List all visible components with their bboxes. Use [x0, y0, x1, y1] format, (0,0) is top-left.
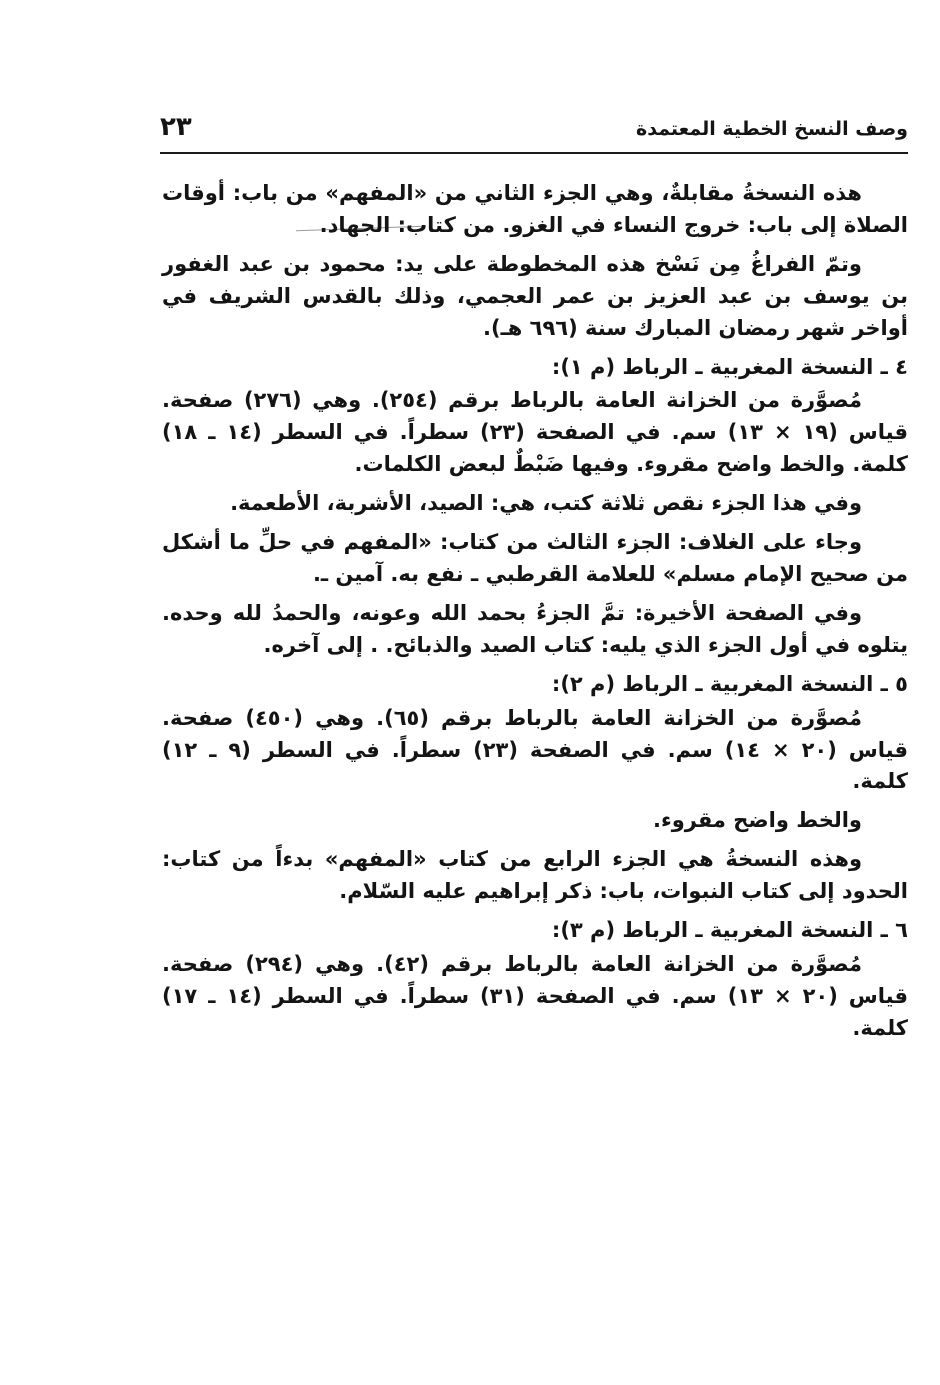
section-heading-m3: ٦ ـ النسخة المغربية ـ الرباط (م ٣): — [551, 918, 908, 943]
paragraph-m1-cover: وجاء على الغلاف: الجزء الثالث من كتاب: «المفهم في حلِّ ما أشكل من صحيح الإمام مسلم» للعلامة القرطبي ـ نفع به. آمين ـ. — [162, 530, 908, 586]
paragraph-m1-last-page: وفي الصفحة الأخيرة: تمَّ الجزءُ بحمد الله وعونه، والحمدُ لله وحده. يتلوه في أول الجزء الذي يليه: كتاب الصيد والذبائح. . إلى آخره. — [162, 600, 908, 657]
page-body — [162, 178, 908, 1052]
section-heading-m1: ٤ ـ النسخة المغربية ـ الرباط (م ١): — [551, 354, 908, 379]
page-number: ٢٣ — [160, 112, 192, 142]
paragraph-m1-description: مُصوَّرة من الخزانة العامة بالرباط برقم (٢٥٤). وهي (٢٧٦) صفحة. قياس (١٩ × ١٣) سم. في الصفحة (٢٣) سطراً. في السطر (١٤ ـ ١٨) كلمة. والخط واضح مقروء. وفيها ضَبْطٌ لبعض الكلمات. — [162, 388, 908, 477]
paragraph-m1-missing-books: وفي هذا الجزء نقص ثلاثة كتب، هي: الصيد، الأشربة، الأطعمة. — [230, 491, 862, 516]
paragraph-m2-description: مُصوَّرة من الخزانة العامة بالرباط برقم (٦٥). وهي (٤٥٠) صفحة. قياس (٢٠ × ١٤) سم. في الصفحة (٢٣) سطراً. في السطر (٩ ـ ١٢) كلمة. — [162, 705, 908, 794]
paragraph-manuscript-scope: هذه النسخةُ مقابلةٌ، وهي الجزء الثاني من «المفهم» من باب: أوقات الصلاة إلى باب: خروج النساء في الغزو. من كتاب: الجهاد. — [162, 181, 908, 237]
header-rule — [160, 152, 908, 154]
paragraph-colophon: وتمّ الفراغُ مِن نَسْخ هذه المخطوطة على يد: محمود بن عبد الغفور بن يوسف بن عبد العزيز بن عمر العجمي، وذلك بالقدس الشريف في أواخر شهر رمضان المبارك سنة (٦٩٦ هـ). — [162, 251, 908, 340]
paragraph-m2-scope: وهذه النسخةُ هي الجزء الرابع من كتاب «المفهم» بدءاً من كتاب: الحدود إلى كتاب النبوات، باب: ذكر إبراهيم عليه السّلام. — [162, 847, 908, 904]
paragraph-m3-description: مُصوَّرة من الخزانة العامة بالرباط برقم (٤٢). وهي (٢٩٤) صفحة. قياس (٢٠ × ١٣) سم. في الصفحة (٣١) سطراً. في السطر (١٤ ـ ١٧) كلمة. — [162, 951, 908, 1040]
running-header-title: وصف النسخ الخطية المعتمدة — [636, 118, 908, 140]
running-header — [160, 110, 908, 154]
section-heading-m2: ٥ ـ النسخة المغربية ـ الرباط (م ٢): — [551, 671, 908, 696]
paragraph-m2-handwriting: والخط واضح مقروء. — [652, 808, 862, 833]
